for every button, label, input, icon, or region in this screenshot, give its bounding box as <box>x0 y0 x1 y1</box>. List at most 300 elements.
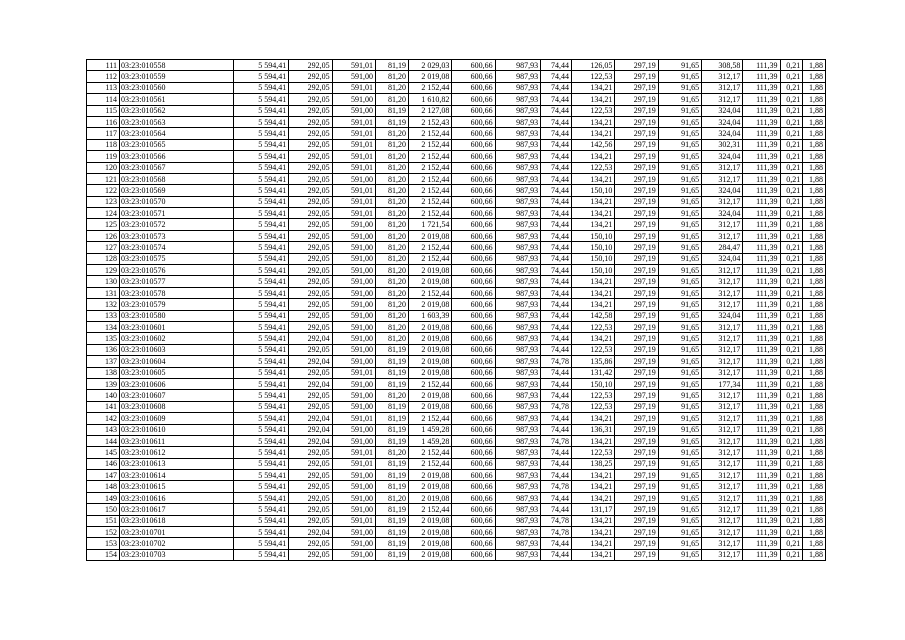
cell-col-13: 91,65 <box>658 333 701 344</box>
cell-col-4: 292,05 <box>289 492 332 503</box>
cell-col-15: 111,39 <box>743 60 780 71</box>
cell-col-4: 292,04 <box>289 435 332 446</box>
cell-row-number: 123 <box>87 196 120 207</box>
cell-col-7: 2 019,08 <box>408 333 451 344</box>
cell-col-10: 74,44 <box>541 242 572 253</box>
cell-col-16: 0,21 <box>780 208 803 219</box>
cell-col-9: 987,93 <box>495 60 540 71</box>
cell-col-12: 297,19 <box>615 253 658 264</box>
cell-col-4: 292,05 <box>289 82 332 93</box>
cell-col-12: 297,19 <box>615 504 658 515</box>
cell-row-number: 134 <box>87 321 120 332</box>
cell-col-9: 987,93 <box>495 310 540 321</box>
cell-col-7: 2 019,08 <box>408 230 451 241</box>
cell-col-8: 600,66 <box>452 481 495 492</box>
cell-col-8: 600,66 <box>452 162 495 173</box>
cell-col-3: 5 594,41 <box>233 60 289 71</box>
cell-col-5: 591,00 <box>332 265 375 276</box>
cell-col-13: 91,65 <box>658 310 701 321</box>
cell-col-17: 1,88 <box>803 230 826 241</box>
cell-col-15: 111,39 <box>743 401 780 412</box>
cell-col-15: 111,39 <box>743 321 780 332</box>
cell-col-14: 324,04 <box>702 185 743 196</box>
table-row <box>87 481 826 492</box>
cell-col-10: 74,44 <box>541 128 572 139</box>
cell-col-4: 292,04 <box>289 356 332 367</box>
cell-col-8: 600,66 <box>452 310 495 321</box>
cell-col-7: 2 019,08 <box>408 538 451 549</box>
cell-col-17: 1,88 <box>803 356 826 367</box>
cell-col-17: 1,88 <box>803 242 826 253</box>
cell-col-5: 591,01 <box>332 139 375 150</box>
cell-col-4: 292,05 <box>289 208 332 219</box>
cell-col-5: 591,01 <box>332 515 375 526</box>
cell-row-number: 116 <box>87 116 120 127</box>
cell-col-10: 74,44 <box>541 82 572 93</box>
cell-timestamp: 03:23:010563 <box>120 116 234 127</box>
cell-col-9: 987,93 <box>495 116 540 127</box>
cell-col-11: 142,58 <box>572 310 615 321</box>
cell-timestamp: 03:23:010579 <box>120 299 234 310</box>
cell-col-11: 138,25 <box>572 458 615 469</box>
cell-col-5: 591,00 <box>332 424 375 435</box>
cell-col-14: 312,17 <box>702 173 743 184</box>
cell-col-7: 2 152,44 <box>408 504 451 515</box>
cell-col-5: 591,01 <box>332 60 375 71</box>
table-row <box>87 94 826 105</box>
cell-col-3: 5 594,41 <box>233 378 289 389</box>
table-row <box>87 230 826 241</box>
cell-col-15: 111,39 <box>743 435 780 446</box>
cell-col-7: 2 019,08 <box>408 401 451 412</box>
cell-col-11: 150,10 <box>572 265 615 276</box>
cell-col-8: 600,66 <box>452 378 495 389</box>
cell-col-11: 134,21 <box>572 208 615 219</box>
cell-col-4: 292,05 <box>289 504 332 515</box>
cell-col-13: 91,65 <box>658 378 701 389</box>
cell-col-12: 297,19 <box>615 401 658 412</box>
cell-col-14: 312,17 <box>702 356 743 367</box>
cell-col-6: 81,19 <box>375 470 408 481</box>
cell-col-7: 2 019,08 <box>408 549 451 560</box>
cell-col-14: 312,17 <box>702 504 743 515</box>
cell-col-7: 2 152,44 <box>408 173 451 184</box>
cell-col-10: 74,44 <box>541 413 572 424</box>
cell-timestamp: 03:23:010558 <box>120 60 234 71</box>
cell-col-14: 312,17 <box>702 219 743 230</box>
table-row <box>87 208 826 219</box>
cell-row-number: 135 <box>87 333 120 344</box>
cell-col-17: 1,88 <box>803 265 826 276</box>
cell-col-9: 987,93 <box>495 128 540 139</box>
cell-col-9: 987,93 <box>495 196 540 207</box>
cell-col-12: 297,19 <box>615 219 658 230</box>
cell-col-4: 292,05 <box>289 128 332 139</box>
cell-col-6: 81,20 <box>375 208 408 219</box>
cell-col-8: 600,66 <box>452 196 495 207</box>
cell-col-8: 600,66 <box>452 344 495 355</box>
cell-col-6: 81,19 <box>375 378 408 389</box>
cell-timestamp: 03:23:010573 <box>120 230 234 241</box>
cell-col-11: 122,53 <box>572 390 615 401</box>
cell-col-4: 292,05 <box>289 139 332 150</box>
table-row <box>87 287 826 298</box>
cell-col-15: 111,39 <box>743 538 780 549</box>
cell-col-6: 81,19 <box>375 504 408 515</box>
cell-timestamp: 03:23:010604 <box>120 356 234 367</box>
cell-timestamp: 03:23:010560 <box>120 82 234 93</box>
cell-col-9: 987,93 <box>495 71 540 82</box>
cell-col-11: 122,53 <box>572 162 615 173</box>
cell-col-5: 591,01 <box>332 458 375 469</box>
table-row <box>87 310 826 321</box>
cell-row-number: 154 <box>87 549 120 560</box>
cell-timestamp: 03:23:010605 <box>120 367 234 378</box>
cell-col-5: 591,00 <box>332 105 375 116</box>
cell-col-11: 134,21 <box>572 173 615 184</box>
cell-col-9: 987,93 <box>495 82 540 93</box>
cell-col-9: 987,93 <box>495 253 540 264</box>
cell-col-6: 81,20 <box>375 242 408 253</box>
cell-col-11: 134,21 <box>572 196 615 207</box>
cell-col-7: 2 152,44 <box>408 196 451 207</box>
cell-row-number: 111 <box>87 60 120 71</box>
cell-col-14: 302,31 <box>702 139 743 150</box>
cell-col-9: 987,93 <box>495 139 540 150</box>
cell-col-10: 74,44 <box>541 424 572 435</box>
cell-col-4: 292,05 <box>289 105 332 116</box>
cell-col-14: 312,17 <box>702 82 743 93</box>
cell-col-9: 987,93 <box>495 265 540 276</box>
cell-col-12: 297,19 <box>615 367 658 378</box>
cell-col-9: 987,93 <box>495 230 540 241</box>
cell-col-14: 312,17 <box>702 492 743 503</box>
cell-col-7: 1 603,39 <box>408 310 451 321</box>
cell-col-15: 111,39 <box>743 299 780 310</box>
cell-col-11: 134,21 <box>572 527 615 538</box>
cell-timestamp: 03:23:010607 <box>120 390 234 401</box>
cell-col-13: 91,65 <box>658 242 701 253</box>
cell-col-13: 91,65 <box>658 162 701 173</box>
cell-timestamp: 03:23:010601 <box>120 321 234 332</box>
cell-col-10: 74,44 <box>541 447 572 458</box>
cell-col-7: 2 152,44 <box>408 128 451 139</box>
cell-col-11: 122,53 <box>572 321 615 332</box>
cell-col-6: 81,20 <box>375 333 408 344</box>
cell-col-12: 297,19 <box>615 527 658 538</box>
cell-col-17: 1,88 <box>803 128 826 139</box>
cell-col-6: 81,19 <box>375 481 408 492</box>
cell-col-7: 2 019,08 <box>408 321 451 332</box>
cell-col-7: 2 152,44 <box>408 378 451 389</box>
cell-col-14: 312,17 <box>702 424 743 435</box>
cell-col-8: 600,66 <box>452 265 495 276</box>
cell-col-6: 81,19 <box>375 344 408 355</box>
cell-col-13: 91,65 <box>658 265 701 276</box>
cell-col-13: 91,65 <box>658 82 701 93</box>
cell-col-5: 591,00 <box>332 470 375 481</box>
cell-col-3: 5 594,41 <box>233 527 289 538</box>
cell-col-16: 0,21 <box>780 344 803 355</box>
cell-col-5: 591,00 <box>332 504 375 515</box>
cell-col-10: 74,44 <box>541 299 572 310</box>
cell-col-3: 5 594,41 <box>233 435 289 446</box>
cell-col-17: 1,88 <box>803 458 826 469</box>
cell-col-3: 5 594,41 <box>233 71 289 82</box>
cell-col-9: 987,93 <box>495 515 540 526</box>
cell-col-17: 1,88 <box>803 538 826 549</box>
cell-col-14: 312,17 <box>702 367 743 378</box>
cell-col-9: 987,93 <box>495 470 540 481</box>
cell-col-9: 987,93 <box>495 424 540 435</box>
cell-col-5: 591,00 <box>332 481 375 492</box>
cell-col-7: 2 152,44 <box>408 242 451 253</box>
cell-col-15: 111,39 <box>743 344 780 355</box>
cell-col-10: 74,44 <box>541 344 572 355</box>
cell-col-14: 312,17 <box>702 299 743 310</box>
cell-row-number: 142 <box>87 413 120 424</box>
cell-col-7: 2 019,08 <box>408 367 451 378</box>
cell-col-8: 600,66 <box>452 253 495 264</box>
cell-col-6: 81,20 <box>375 128 408 139</box>
cell-col-12: 297,19 <box>615 299 658 310</box>
table-row <box>87 401 826 412</box>
cell-col-8: 600,66 <box>452 116 495 127</box>
cell-col-16: 0,21 <box>780 424 803 435</box>
cell-col-3: 5 594,41 <box>233 94 289 105</box>
cell-timestamp: 03:23:010703 <box>120 549 234 560</box>
cell-col-8: 600,66 <box>452 287 495 298</box>
cell-col-5: 591,00 <box>332 310 375 321</box>
cell-timestamp: 03:23:010576 <box>120 265 234 276</box>
cell-col-15: 111,39 <box>743 82 780 93</box>
table-row <box>87 538 826 549</box>
cell-row-number: 130 <box>87 276 120 287</box>
cell-col-14: 324,04 <box>702 128 743 139</box>
cell-col-4: 292,05 <box>289 321 332 332</box>
cell-col-14: 177,34 <box>702 378 743 389</box>
cell-col-7: 2 019,08 <box>408 470 451 481</box>
cell-col-15: 111,39 <box>743 162 780 173</box>
cell-col-4: 292,05 <box>289 390 332 401</box>
cell-col-17: 1,88 <box>803 310 826 321</box>
cell-col-13: 91,65 <box>658 367 701 378</box>
cell-col-6: 81,20 <box>375 299 408 310</box>
data-table <box>86 59 826 561</box>
cell-col-4: 292,04 <box>289 424 332 435</box>
cell-col-12: 297,19 <box>615 230 658 241</box>
table-row <box>87 162 826 173</box>
cell-col-11: 126,05 <box>572 60 615 71</box>
cell-col-13: 91,65 <box>658 139 701 150</box>
cell-col-12: 297,19 <box>615 333 658 344</box>
cell-row-number: 118 <box>87 139 120 150</box>
cell-col-3: 5 594,41 <box>233 367 289 378</box>
cell-col-5: 591,01 <box>332 82 375 93</box>
cell-col-9: 987,93 <box>495 447 540 458</box>
cell-col-11: 134,21 <box>572 287 615 298</box>
cell-col-7: 2 152,44 <box>408 151 451 162</box>
cell-col-17: 1,88 <box>803 139 826 150</box>
cell-row-number: 114 <box>87 94 120 105</box>
cell-col-7: 2 152,44 <box>408 185 451 196</box>
cell-col-13: 91,65 <box>658 356 701 367</box>
cell-col-7: 2 019,08 <box>408 71 451 82</box>
cell-col-10: 74,44 <box>541 208 572 219</box>
cell-col-4: 292,05 <box>289 470 332 481</box>
cell-col-11: 134,21 <box>572 435 615 446</box>
cell-col-10: 74,44 <box>541 185 572 196</box>
cell-timestamp: 03:23:010571 <box>120 208 234 219</box>
cell-col-17: 1,88 <box>803 344 826 355</box>
cell-col-4: 292,05 <box>289 230 332 241</box>
cell-row-number: 144 <box>87 435 120 446</box>
cell-col-5: 591,00 <box>332 401 375 412</box>
cell-col-4: 292,05 <box>289 219 332 230</box>
table-row <box>87 196 826 207</box>
cell-col-14: 312,17 <box>702 515 743 526</box>
cell-col-8: 600,66 <box>452 401 495 412</box>
cell-col-8: 600,66 <box>452 549 495 560</box>
cell-col-5: 591,00 <box>332 94 375 105</box>
cell-row-number: 124 <box>87 208 120 219</box>
cell-col-11: 134,21 <box>572 481 615 492</box>
cell-col-9: 987,93 <box>495 527 540 538</box>
cell-col-12: 297,19 <box>615 310 658 321</box>
cell-col-10: 74,78 <box>541 527 572 538</box>
cell-col-10: 74,78 <box>541 356 572 367</box>
cell-col-13: 91,65 <box>658 538 701 549</box>
cell-col-10: 74,44 <box>541 549 572 560</box>
cell-col-15: 111,39 <box>743 390 780 401</box>
cell-col-6: 81,20 <box>375 276 408 287</box>
cell-col-4: 292,04 <box>289 527 332 538</box>
cell-col-5: 591,00 <box>332 538 375 549</box>
cell-row-number: 129 <box>87 265 120 276</box>
table-row <box>87 242 826 253</box>
cell-col-5: 591,00 <box>332 390 375 401</box>
cell-col-6: 81,19 <box>375 116 408 127</box>
cell-col-15: 111,39 <box>743 378 780 389</box>
cell-col-6: 81,19 <box>375 527 408 538</box>
cell-col-12: 297,19 <box>615 128 658 139</box>
cell-col-15: 111,39 <box>743 333 780 344</box>
cell-col-3: 5 594,41 <box>233 105 289 116</box>
cell-col-3: 5 594,41 <box>233 185 289 196</box>
cell-col-13: 91,65 <box>658 299 701 310</box>
cell-col-7: 2 152,44 <box>408 287 451 298</box>
cell-col-9: 987,93 <box>495 162 540 173</box>
cell-col-16: 0,21 <box>780 82 803 93</box>
cell-col-15: 111,39 <box>743 139 780 150</box>
cell-col-6: 81,20 <box>375 265 408 276</box>
cell-col-5: 591,01 <box>332 162 375 173</box>
cell-col-7: 2 152,44 <box>408 162 451 173</box>
cell-col-10: 74,44 <box>541 276 572 287</box>
cell-col-8: 600,66 <box>452 470 495 481</box>
table-row <box>87 470 826 481</box>
cell-col-9: 987,93 <box>495 333 540 344</box>
cell-col-3: 5 594,41 <box>233 424 289 435</box>
cell-col-5: 591,00 <box>332 299 375 310</box>
cell-col-17: 1,88 <box>803 390 826 401</box>
cell-col-16: 0,21 <box>780 367 803 378</box>
cell-col-16: 0,21 <box>780 219 803 230</box>
cell-col-6: 81,20 <box>375 82 408 93</box>
cell-col-3: 5 594,41 <box>233 356 289 367</box>
cell-col-17: 1,88 <box>803 151 826 162</box>
cell-col-4: 292,05 <box>289 173 332 184</box>
cell-col-5: 591,00 <box>332 344 375 355</box>
cell-col-3: 5 594,41 <box>233 151 289 162</box>
cell-col-11: 122,53 <box>572 71 615 82</box>
cell-col-11: 122,53 <box>572 447 615 458</box>
cell-timestamp: 03:23:010618 <box>120 515 234 526</box>
cell-col-13: 91,65 <box>658 458 701 469</box>
cell-col-3: 5 594,41 <box>233 492 289 503</box>
cell-timestamp: 03:23:010559 <box>120 71 234 82</box>
cell-col-5: 591,00 <box>332 276 375 287</box>
cell-col-17: 1,88 <box>803 60 826 71</box>
cell-col-16: 0,21 <box>780 60 803 71</box>
cell-col-14: 312,17 <box>702 413 743 424</box>
cell-col-11: 150,10 <box>572 253 615 264</box>
cell-col-7: 2 152,44 <box>408 208 451 219</box>
cell-col-6: 81,20 <box>375 253 408 264</box>
cell-col-10: 74,44 <box>541 105 572 116</box>
cell-col-12: 297,19 <box>615 321 658 332</box>
cell-col-10: 74,44 <box>541 139 572 150</box>
cell-col-17: 1,88 <box>803 515 826 526</box>
cell-col-8: 600,66 <box>452 424 495 435</box>
cell-col-10: 74,44 <box>541 94 572 105</box>
cell-col-14: 324,04 <box>702 151 743 162</box>
cell-col-12: 297,19 <box>615 60 658 71</box>
cell-row-number: 119 <box>87 151 120 162</box>
cell-col-17: 1,88 <box>803 413 826 424</box>
cell-col-8: 600,66 <box>452 60 495 71</box>
cell-col-11: 134,21 <box>572 515 615 526</box>
cell-col-7: 2 019,08 <box>408 492 451 503</box>
cell-col-15: 111,39 <box>743 253 780 264</box>
table-row <box>87 390 826 401</box>
cell-col-16: 0,21 <box>780 71 803 82</box>
cell-col-12: 297,19 <box>615 276 658 287</box>
cell-col-11: 135,86 <box>572 356 615 367</box>
cell-col-15: 111,39 <box>743 492 780 503</box>
cell-col-12: 297,19 <box>615 242 658 253</box>
cell-col-14: 312,17 <box>702 321 743 332</box>
cell-col-9: 987,93 <box>495 435 540 446</box>
cell-col-13: 91,65 <box>658 219 701 230</box>
cell-col-16: 0,21 <box>780 116 803 127</box>
cell-col-14: 312,17 <box>702 390 743 401</box>
cell-col-14: 312,17 <box>702 458 743 469</box>
cell-row-number: 121 <box>87 173 120 184</box>
cell-col-7: 2 019,08 <box>408 344 451 355</box>
cell-col-4: 292,05 <box>289 151 332 162</box>
cell-col-8: 600,66 <box>452 71 495 82</box>
cell-col-13: 91,65 <box>658 208 701 219</box>
cell-row-number: 132 <box>87 299 120 310</box>
cell-timestamp: 03:23:010567 <box>120 162 234 173</box>
cell-col-13: 91,65 <box>658 321 701 332</box>
table-row <box>87 253 826 264</box>
table-row <box>87 367 826 378</box>
cell-col-3: 5 594,41 <box>233 447 289 458</box>
cell-col-3: 5 594,41 <box>233 82 289 93</box>
cell-col-9: 987,93 <box>495 390 540 401</box>
